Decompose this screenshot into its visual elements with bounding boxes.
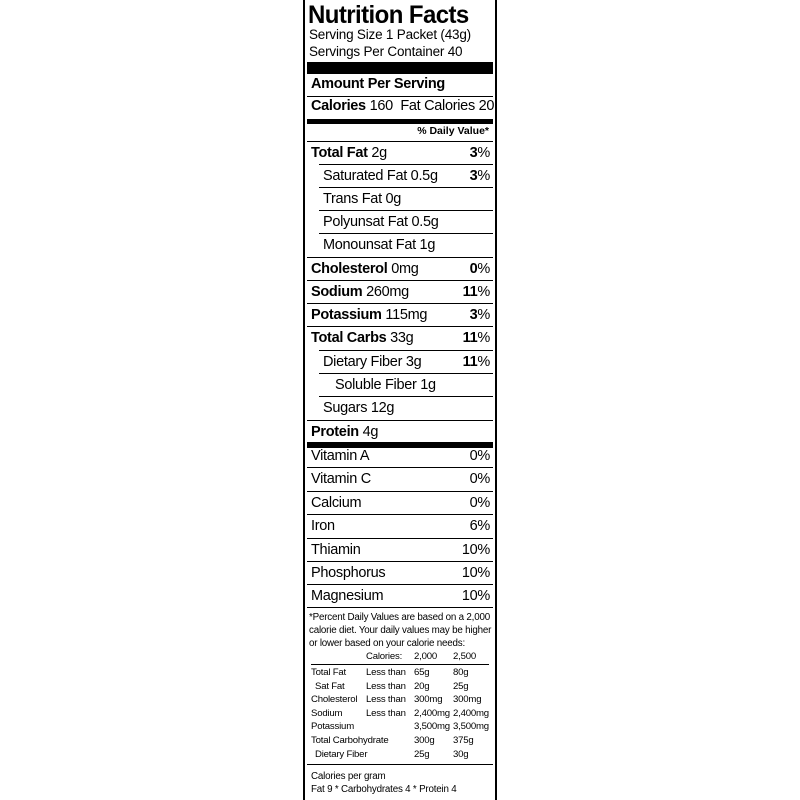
nutrient-row [307, 304, 493, 327]
vitamin-name: Thiamin [311, 542, 361, 558]
nutrient-amount: 115mg [385, 307, 428, 323]
nutrient-amount: 2g [371, 145, 387, 161]
dv-table-2500-value: 300mg [453, 694, 482, 705]
dv-table-nutrient: Sodium [311, 708, 343, 719]
vitamin-row [307, 468, 493, 491]
nutrient-name: Cholesterol [311, 261, 388, 277]
vitamin-name: Iron [311, 518, 335, 534]
nutrient-row [307, 374, 493, 397]
nutrient-label [323, 234, 435, 257]
dv-table-divider [311, 664, 489, 665]
nutrient-label [323, 397, 394, 420]
nutrient-dv-percent-sign: % [477, 145, 490, 161]
vitamin-name: Vitamin C [311, 471, 371, 487]
nutrient-daily-value [463, 351, 490, 374]
nutrient-label [323, 188, 401, 211]
vitamin-daily-value: 0% [469, 471, 490, 487]
vitamin-daily-value: 0% [469, 448, 490, 464]
nutrient-label [323, 165, 438, 188]
dv-table-nutrient: Sat Fat [315, 681, 345, 692]
servings-per-container: Servings Per Container 40 [309, 44, 463, 59]
footnote-line-3: or lower based on your calorie needs: [309, 638, 465, 649]
vitamin-daily-value: 10% [461, 542, 490, 558]
daily-value-header: % Daily Value* [417, 125, 489, 137]
nutrient-name: Saturated Fat 0.5g [323, 168, 438, 184]
dv-table-2000-value: 25g [414, 749, 430, 760]
nutrient-amount: 260mg [366, 284, 409, 300]
dv-table-2500-value: 3,500mg [453, 721, 489, 732]
nutrient-daily-value [463, 327, 490, 350]
vitamin-name: Vitamin A [311, 448, 370, 464]
vitamin-daily-value: 0% [469, 495, 490, 511]
nutrient-row [307, 351, 493, 374]
nutrient-row [307, 397, 493, 420]
vitamin-daily-value: 10% [461, 565, 490, 581]
nutrient-row [307, 258, 493, 281]
dv-table-2000-value: 300g [414, 735, 435, 746]
nutrient-dv-number: 11 [462, 284, 478, 300]
nutrient-daily-value [470, 165, 490, 188]
vitamin-row [307, 445, 493, 468]
footnote-line-2: calorie diet. Your daily values may be higher [309, 625, 492, 636]
nutrient-daily-value [463, 281, 490, 304]
nutrient-name: Dietary Fiber 3g [323, 354, 422, 370]
vitamin-daily-value: 10% [461, 588, 490, 604]
nutrient-amount: 4g [362, 424, 379, 440]
dv-table-2500-value: 80g [453, 667, 469, 678]
nutrient-dv-number: 3 [469, 145, 478, 161]
nutrient-name: Protein [311, 424, 359, 440]
vitamin-name: Calcium [311, 495, 362, 511]
medium-divider [307, 119, 493, 124]
nutrient-dv-percent-sign: % [477, 284, 490, 300]
divider-footnote [307, 607, 493, 608]
dv-table-2500-value: 30g [453, 749, 469, 760]
dv-table-condition: Less than [366, 708, 406, 719]
dv-table-header-label: Calories: [366, 651, 403, 662]
nutrient-name: Total Carbs [311, 330, 387, 346]
calories-value: 160 [369, 98, 393, 114]
nutrient-label [311, 304, 427, 327]
fat-calories: Fat Calories 20 [400, 98, 495, 114]
dv-table-2000-value: 300mg [414, 694, 443, 705]
nutrient-label [323, 351, 421, 374]
dv-table-condition: Less than [366, 667, 406, 678]
nutrient-dv-number: 3 [469, 168, 478, 184]
nutrient-name: Polyunsat Fat 0.5g [323, 214, 439, 230]
nutrient-name: Potassium [311, 307, 382, 323]
nutrient-name: Soluble Fiber 1g [335, 377, 436, 393]
thick-divider [307, 62, 493, 74]
nutrient-name: Total Fat [311, 145, 368, 161]
footnote-line-1: *Percent Daily Values are based on a 2,000 [309, 612, 490, 623]
nutrient-daily-value [470, 304, 490, 327]
nutrient-label [335, 374, 436, 397]
nutrient-row [307, 327, 493, 350]
dv-table-2000-value: 20g [414, 681, 430, 692]
nutrient-dv-percent-sign: % [477, 307, 490, 323]
nutrient-row [307, 211, 493, 234]
calories-label: Calories [311, 98, 366, 114]
calories-row [311, 98, 494, 114]
amount-per-serving: Amount Per Serving [311, 76, 445, 92]
vitamin-row [307, 539, 493, 562]
vitamin-row [307, 562, 493, 585]
nutrient-row [307, 165, 493, 188]
vitamin-row [307, 585, 493, 608]
nutrient-row [307, 142, 493, 165]
vitamin-daily-value: 6% [469, 518, 490, 534]
nutrient-row [307, 234, 493, 257]
vitamin-row [307, 515, 493, 538]
calories-per-gram-values: Fat 9 * Carbohydrates 4 * Protein 4 [311, 784, 457, 795]
nutrient-name: Trans Fat 0g [323, 191, 402, 207]
vitamin-row [307, 492, 493, 515]
nutrient-label [311, 327, 413, 350]
dv-table-2000-value: 65g [414, 667, 430, 678]
vitamin-name: Phosphorus [311, 565, 386, 581]
dv-table-header-2500: 2,500 [453, 651, 477, 662]
nutrient-dv-percent-sign: % [477, 330, 490, 346]
nutrient-amount: 33g [390, 330, 414, 346]
dv-table-nutrient: Potassium [311, 721, 354, 732]
nutrient-label [311, 142, 387, 165]
nutrient-row [307, 188, 493, 211]
nutrient-dv-number: 0 [469, 261, 478, 277]
vitamin-name: Magnesium [311, 588, 384, 604]
serving-size: Serving Size 1 Packet (43g) [309, 27, 471, 42]
dv-table-nutrient: Dietary Fiber [315, 749, 368, 760]
nutrient-name: Sugars 12g [323, 400, 395, 416]
dv-table-nutrient: Total Fat [311, 667, 346, 678]
dv-table-2000-value: 3,500mg [414, 721, 450, 732]
nutrient-name: Sodium [311, 284, 363, 300]
label-title: Nutrition Facts [308, 1, 469, 29]
dv-table-header-2000: 2,000 [414, 651, 438, 662]
dv-table-nutrient: Cholesterol [311, 694, 358, 705]
nutrient-label [311, 421, 378, 444]
nutrient-dv-percent-sign: % [477, 168, 490, 184]
nutrient-label [323, 211, 439, 234]
dv-table-condition: Less than [366, 694, 406, 705]
dv-table-nutrient: Total Carbohydrate [311, 735, 389, 746]
calories-per-gram: Calories per gram [311, 771, 386, 782]
dv-table-2500-value: 375g [453, 735, 474, 746]
dv-table-2500-value: 25g [453, 681, 469, 692]
nutrient-row [307, 421, 493, 444]
nutrient-amount: 0mg [391, 261, 419, 277]
nutrient-dv-number: 11 [462, 330, 478, 346]
nutrient-label [311, 258, 419, 281]
nutrient-daily-value [470, 258, 490, 281]
nutrient-daily-value [470, 142, 490, 165]
nutrient-label [311, 281, 409, 304]
dv-table-2000-value: 2,400mg [414, 708, 450, 719]
divider-calories-per-gram [307, 764, 493, 765]
divider [307, 96, 493, 97]
dv-table-2500-value: 2,400mg [453, 708, 489, 719]
dv-table-condition: Less than [366, 681, 406, 692]
nutrient-row [307, 281, 493, 304]
nutrient-dv-percent-sign: % [477, 354, 490, 370]
nutrient-dv-number: 3 [469, 307, 478, 323]
nutrient-dv-percent-sign: % [477, 261, 490, 277]
nutrient-name: Monounsat Fat 1g [323, 237, 436, 253]
nutrient-dv-number: 11 [462, 354, 478, 370]
